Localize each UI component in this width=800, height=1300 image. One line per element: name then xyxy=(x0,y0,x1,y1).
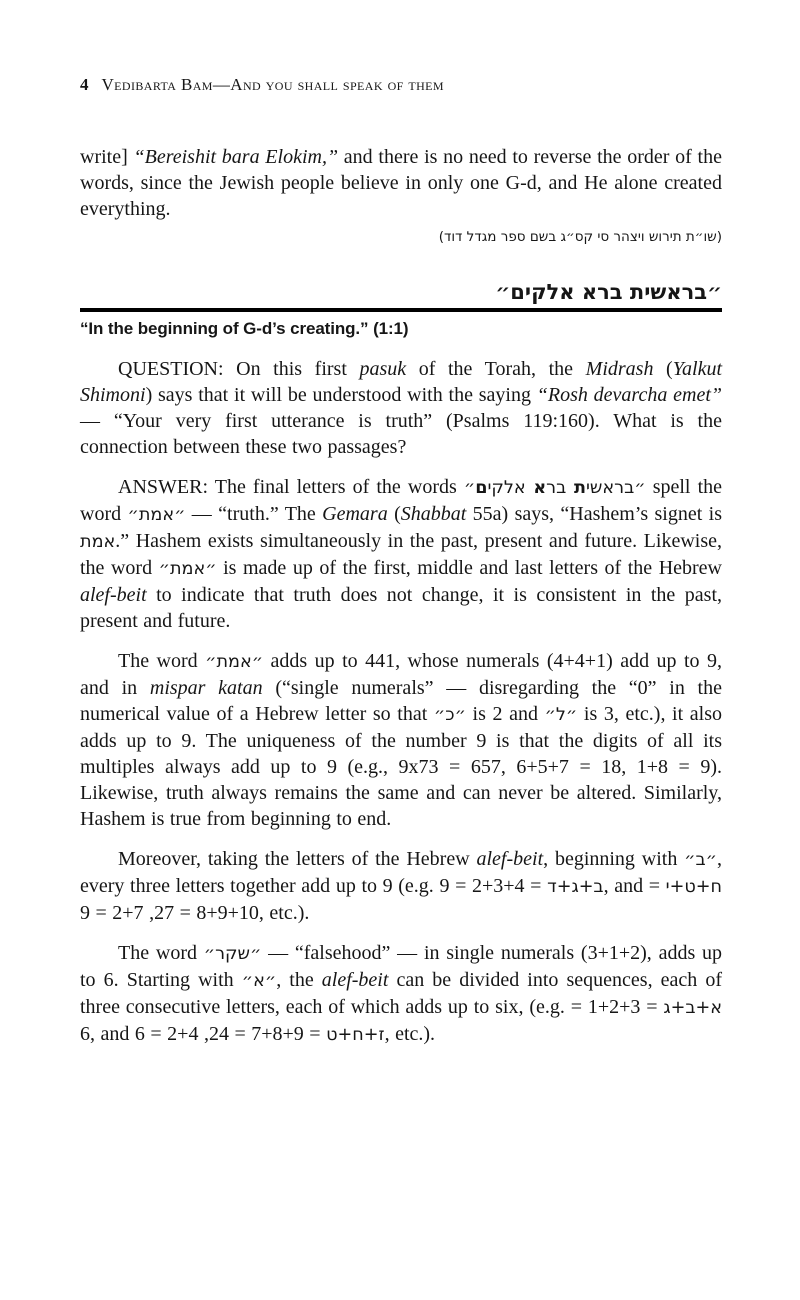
italic-text: “Rosh devarcha emet” xyxy=(536,384,723,406)
source-citation: (שו״ת תירוש ויצהר סי קס״ג בשם ספר מגדל דוד) xyxy=(438,229,722,245)
text-run: write] xyxy=(80,146,134,168)
text-run: of the Torah, the xyxy=(406,358,586,380)
text-run: (“single numerals” — disregarding the “0” in the numerical value of a Hebrew letter so that xyxy=(80,677,722,725)
italic-text: “Bereishit bara Elokim,” xyxy=(133,146,339,168)
text-run: can be divided into sequences, each of three consecutive letters, each of which adds up to six, (e.g. xyxy=(80,969,722,1018)
text-run: = 1+2+3 = 6, and xyxy=(80,996,664,1045)
italic-text: alef-beit xyxy=(80,584,147,606)
hebrew-text: ״שקר״ xyxy=(203,944,262,964)
text-run: = 7+8+9 = 24, 2+4 = 6, etc.). xyxy=(134,1023,436,1045)
text-run: , the xyxy=(276,969,322,991)
text-run: adds up to 441, whose numerals (4+4+1) add up to 9, and in xyxy=(80,650,722,699)
italic-text: Gemara xyxy=(322,503,388,525)
paragraph xyxy=(80,846,722,926)
section-title-english: “In the beginning of G-d’s creating.” (1:1) xyxy=(80,319,409,338)
hebrew-text: ״ל״ xyxy=(544,705,578,725)
text-run: — “Your very first utterance is truth” (Psalms 119:160). What is the connection between these two passages? xyxy=(80,410,722,458)
text-run: .” Hashem exists simultaneously in the past, present and future. Likewise, the word xyxy=(80,530,722,579)
text-run: ANSWER: The final letters of the words xyxy=(118,476,464,498)
text-run: ( xyxy=(653,358,673,380)
intro-paragraph xyxy=(80,144,722,222)
hebrew-text: ״בראשי xyxy=(586,478,646,498)
hebrew-text: אלקי xyxy=(487,478,534,498)
text-run: to indicate that truth does not change, it is consistent in the past, present and future. xyxy=(80,584,722,632)
text-run: The word xyxy=(118,942,204,964)
hebrew-bold-letter: ם xyxy=(475,478,488,498)
hebrew-text: ז+ח+ט xyxy=(326,1025,385,1045)
text-run: 55a) says, “Hashem’s signet is xyxy=(466,503,722,525)
hebrew-text: ״אמת״ xyxy=(205,652,264,672)
section-body xyxy=(80,356,722,1048)
text-run: spell the word xyxy=(80,476,722,525)
text-run: ) says that it will be understood with the saying xyxy=(145,384,537,406)
hebrew-text: א+ב+ג xyxy=(663,998,722,1018)
section-title-hebrew: ״בראשית ברא אלקים״ xyxy=(495,280,722,304)
text-run: = 8+9+10 = 27, 2+7 = 9, etc.). xyxy=(80,875,666,924)
hebrew-text: ״ב״ xyxy=(684,850,717,870)
text-run: Moreover, taking the letters of the Hebrew xyxy=(118,848,477,870)
text-run: and there is no need to reverse the order of the words, since the Jewish people believe in only one G-d, and He alone created everything. xyxy=(80,146,722,220)
text-run: ( xyxy=(387,503,401,525)
italic-text: Shabbat xyxy=(400,503,467,525)
text-run: = 2+3+4 = 9, and xyxy=(439,875,649,897)
hebrew-text: ב+ג+ד xyxy=(547,877,604,897)
paragraph xyxy=(80,356,722,460)
text-run: , every three letters together add up to 9 (e.g. xyxy=(80,848,722,897)
text-run: , beginning with xyxy=(543,848,685,870)
hebrew-text: ״אמת״ xyxy=(158,559,217,579)
page-number: 4 xyxy=(80,75,89,94)
paragraph xyxy=(80,474,722,634)
paragraph xyxy=(80,648,722,832)
hebrew-text: ״אמת״ xyxy=(127,505,186,525)
hebrew-text: אמת xyxy=(80,532,116,552)
text-run: is 3, etc.), it also adds up to 9. The uniqueness of the number 9 is that the digits of all its multiples always add up to 9 (e.g., 9x73 = 657, 6+5+7 = 18, 1+8 = 9). Likewise, truth always remains the same and can never be altered. Similarly, Hashem is true from beginning to end. xyxy=(80,703,723,830)
running-title: Vedibarta Bam—And you shall speak of them xyxy=(101,75,444,94)
hebrew-text: ״ xyxy=(463,478,476,498)
text-run: QUESTION: On this first xyxy=(118,358,360,380)
text-run: — “truth.” The xyxy=(185,503,323,525)
italic-text: pasuk xyxy=(359,358,407,380)
text-run: is made up of the first, middle and last letters of the Hebrew xyxy=(216,557,722,579)
italic-text: alef-beit xyxy=(476,848,544,870)
paragraph xyxy=(80,940,722,1048)
text-run: The word xyxy=(118,650,206,672)
hebrew-text: ״א״ xyxy=(241,971,277,991)
italic-text: mispar katan xyxy=(149,677,263,699)
hebrew-text: ח+ט+י xyxy=(665,877,722,897)
hebrew-bold-letter: ת xyxy=(573,478,586,498)
hebrew-text: ״כ״ xyxy=(433,705,466,725)
italic-text: Yalkut Shimoni xyxy=(80,358,722,406)
italic-text: Midrash xyxy=(585,358,654,380)
hebrew-bold-letter: א xyxy=(533,478,547,498)
hebrew-text: בר xyxy=(546,478,574,498)
running-head xyxy=(80,75,722,95)
section-divider-rule xyxy=(80,308,722,312)
text-run: is 2 and xyxy=(465,703,545,725)
text-run: — “falsehood” — in single numerals (3+1+2), adds up to 6. Starting with xyxy=(80,942,723,991)
italic-text: alef-beit xyxy=(321,969,389,991)
hebrew-text-run xyxy=(464,478,646,498)
